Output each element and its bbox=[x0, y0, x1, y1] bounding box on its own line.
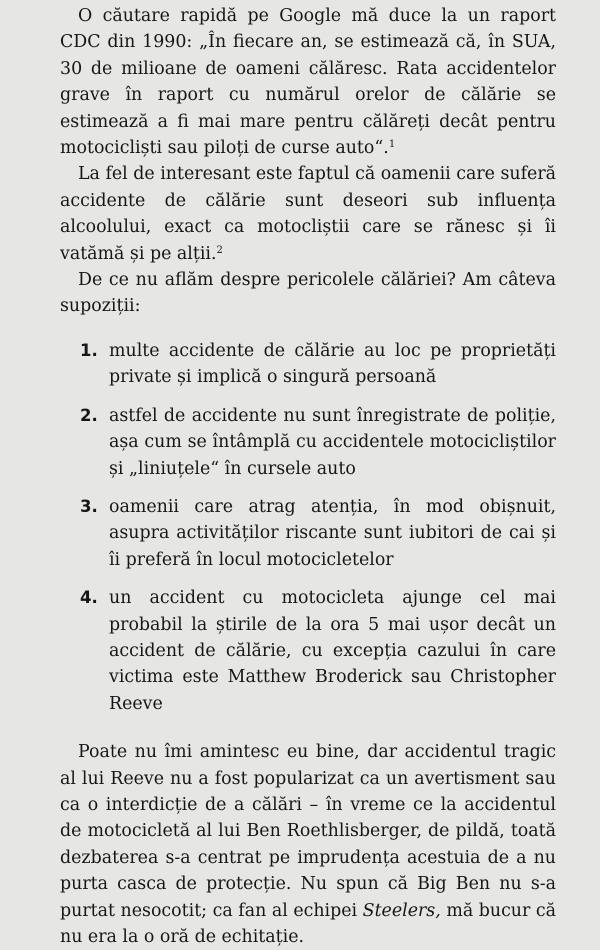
team-name-emphasis: Steelers, bbox=[362, 900, 441, 921]
paragraph-cdc-report bbox=[60, 3, 556, 161]
list-number: 2. bbox=[80, 405, 98, 425]
paragraph-question bbox=[60, 267, 556, 320]
paragraph-text: Poate nu îmi amintesc eu bine, dar accidentul tragic al lui Reeve nu a fost popularizat ca un avertisment sau ca o interdicție de a călări – în vreme ce la accidentul de motocicletă al lui Ben Roethlisberger, de pildă, toată dezbaterea s-a centrat pe imprudența acestuia de a nu purta casca de protecție. Nu spun că Big Ben nu s-a purtat nesocotit; ca fan al echipei bbox=[60, 742, 556, 921]
list-number: 1. bbox=[80, 340, 98, 360]
paragraph-text: De ce nu aflăm despre pericolele călăriei? Am câteva supoziții: bbox=[60, 270, 556, 317]
footnote-marker: 2 bbox=[216, 244, 223, 256]
list-number: 3. bbox=[80, 496, 98, 516]
list-item-text: astfel de accidente nu sunt înregistrate de poliție, așa cum se întâmplă cu accidentele motocicliștilor și „liniuțele“ în cursele auto bbox=[109, 405, 556, 479]
paragraph-text: mă bucur că nu era la o oră de echitație. bbox=[60, 900, 556, 947]
list-item bbox=[82, 494, 556, 573]
footnote-marker: 1 bbox=[388, 139, 396, 151]
paragraph-text: La fel de interesant este faptul că oamenii care suferă accidente de călărie sunt deseori sub influența alcoolului, exact ca motocliștii care se rănesc și îi vatămă și pe alții. bbox=[60, 164, 556, 264]
numbered-list bbox=[60, 338, 556, 717]
paragraph-reeve bbox=[60, 739, 556, 950]
list-item bbox=[82, 585, 556, 717]
list-item-text: multe accidente de călărie au loc pe proprietăți private și implică o singură persoană bbox=[109, 340, 556, 388]
list-item-text: un accident cu motocicleta ajunge cel mai probabil la știrile de la ora 5 mai ușor decât un accident de călărie, cu excepția cazului în care victima este Matthew Broderick sau Christopher Reeve bbox=[109, 588, 556, 714]
list-number: 4. bbox=[80, 588, 98, 608]
list-item bbox=[82, 338, 556, 391]
paragraph-alcohol bbox=[60, 161, 556, 267]
list-item-text: oamenii care atrag atenția, în mod obișnuit, asupra activităților riscante sunt iubitori de cai și îi preferă în locul motocicletelor bbox=[109, 496, 556, 570]
paragraph-text: O căutare rapidă pe Google mă duce la un raport CDC din 1990: „În fiecare an, se estimează că, în SUA, 30 de milioane de oameni călăresc. Rata accidentelor grave în raport cu numărul orelor de călărie se estimează a fi mai mare pentru călăreți decât pentru motocicliști sau piloți de curse auto“. bbox=[60, 6, 556, 159]
list-item bbox=[82, 403, 556, 482]
